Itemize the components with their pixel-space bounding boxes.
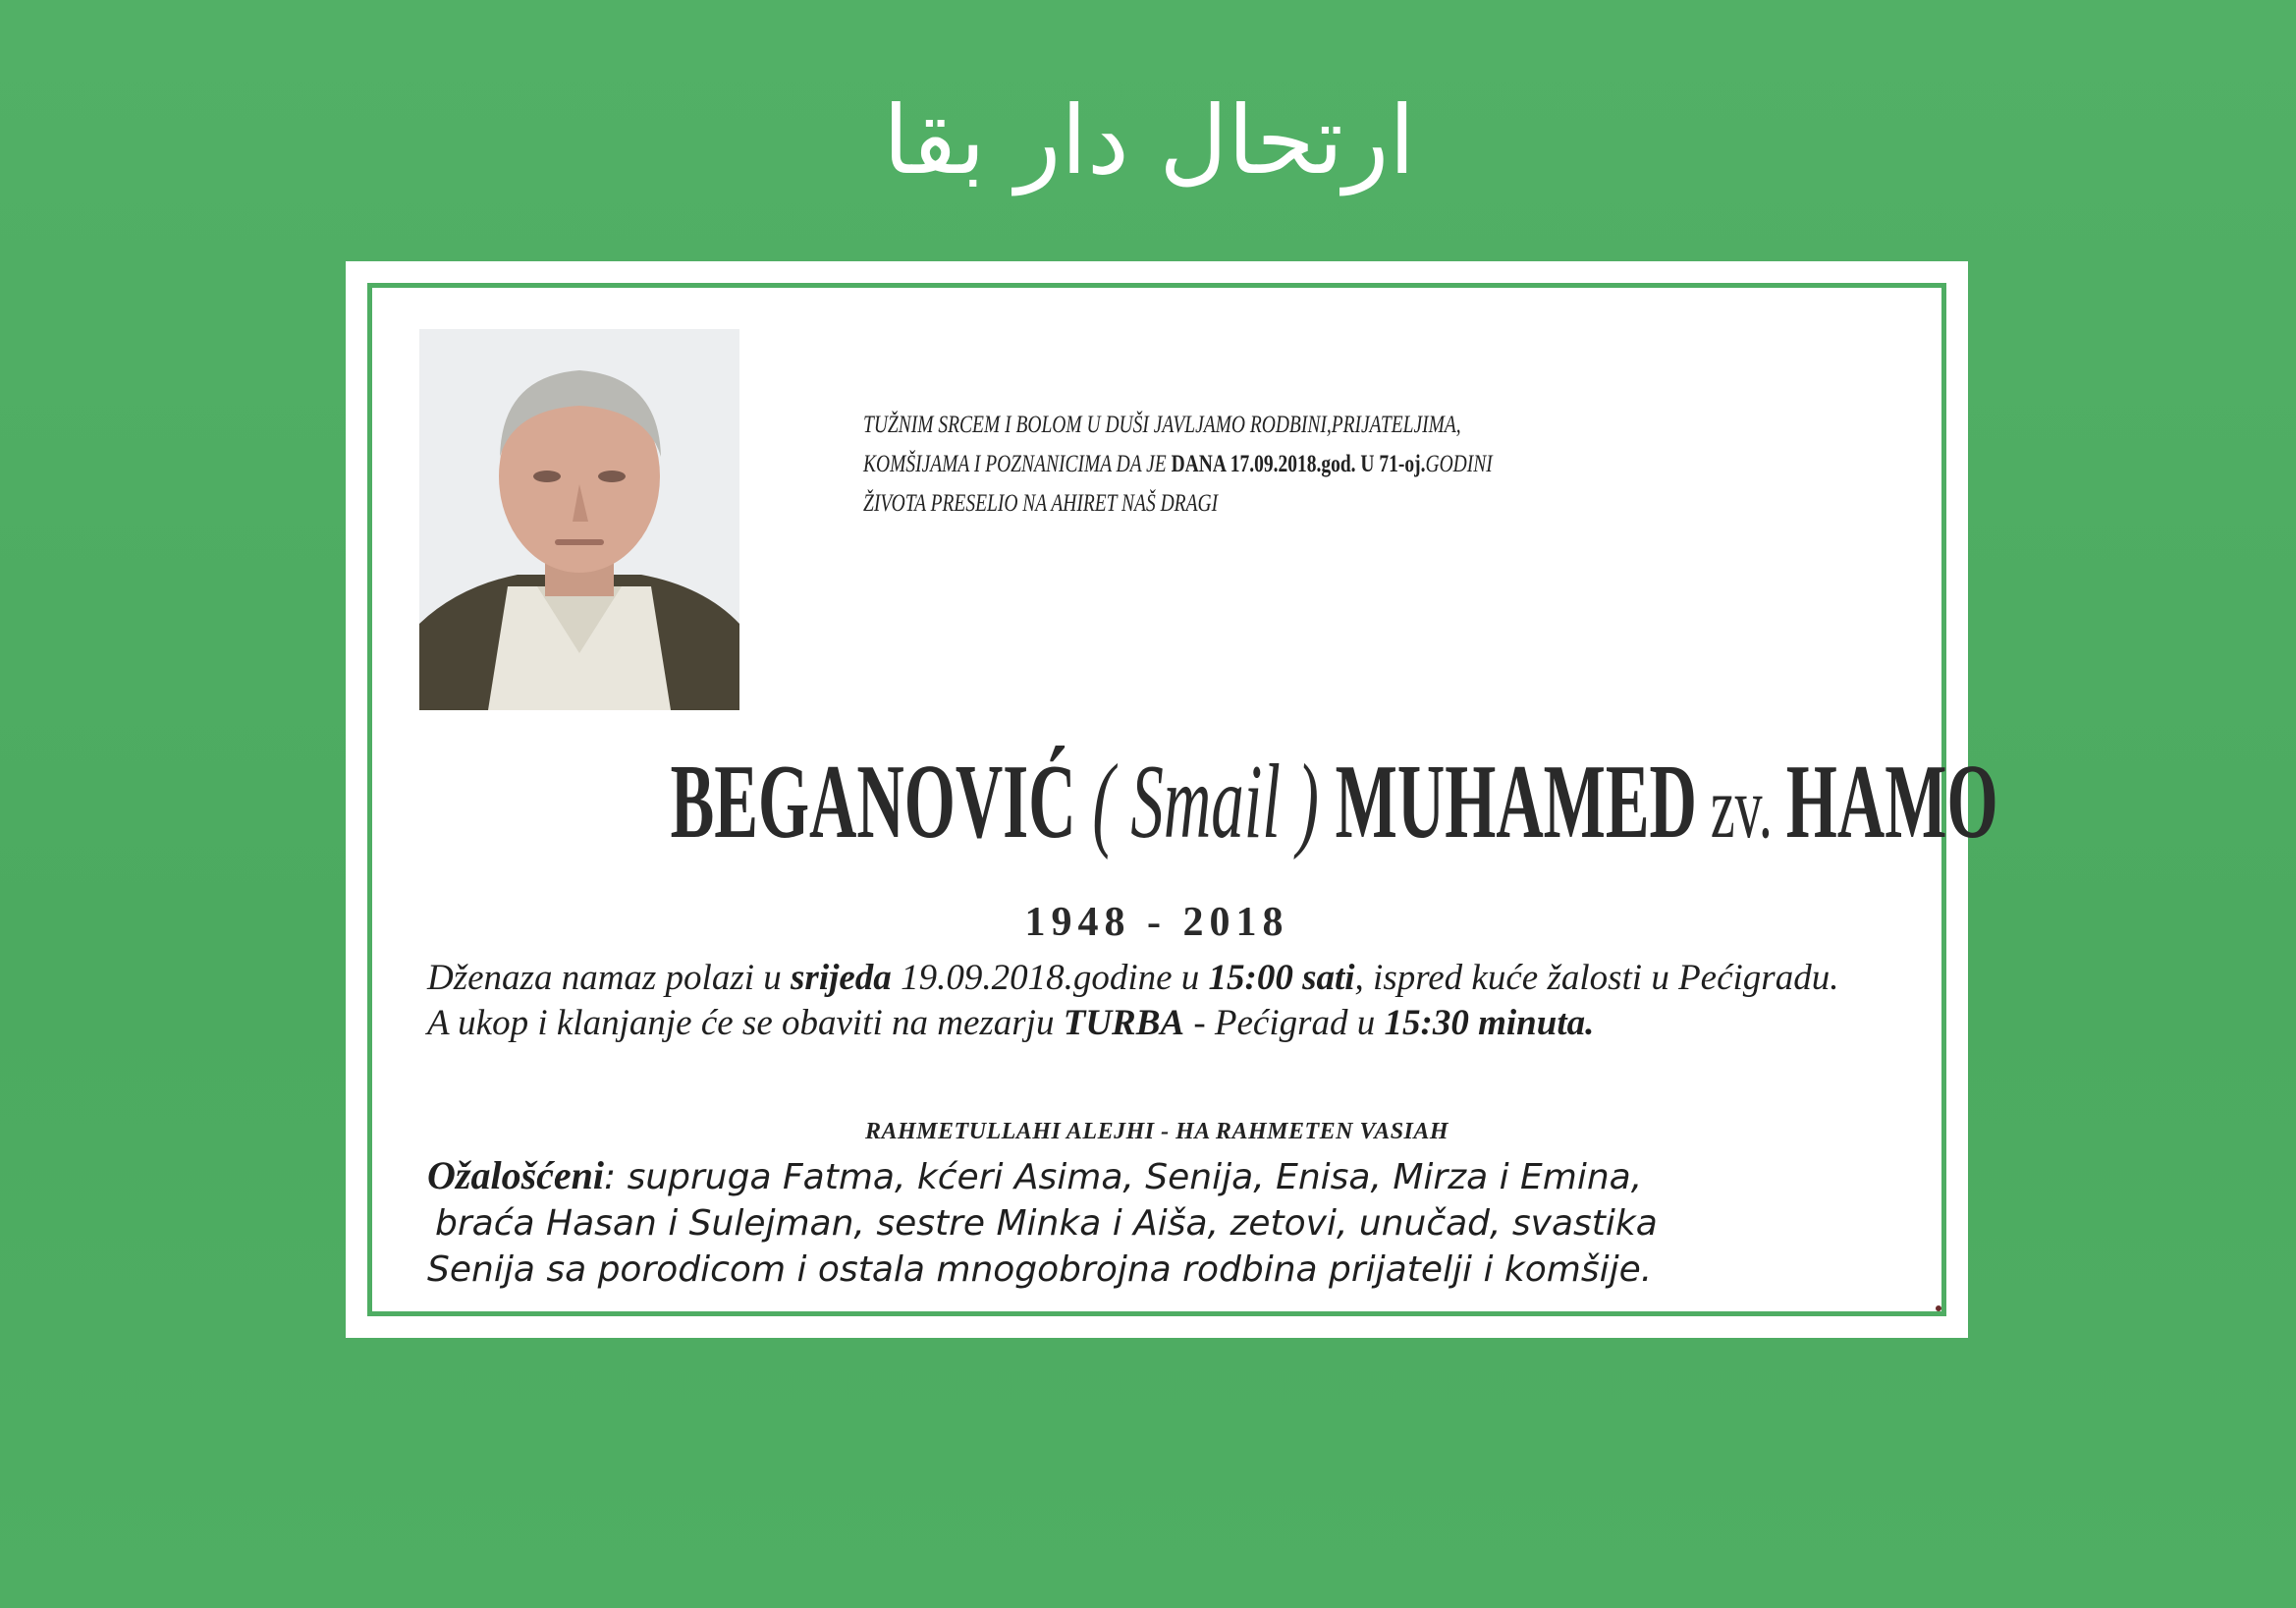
intro-line-3: ŽIVOTA PRESELIO NA AHIRET NAŠ DRAGI xyxy=(863,490,1219,517)
mourners-line-1 xyxy=(427,1152,1959,1200)
burial-info xyxy=(427,1001,1959,1046)
deceased-full-name xyxy=(670,744,1998,867)
life-years: 1948 - 2018 xyxy=(1024,900,1289,945)
janaza-text-3: , ispred kuće žalosti u Pećigradu. xyxy=(1354,958,1839,998)
first-name: MUHAMED xyxy=(1335,744,1697,860)
janaza-time: 15:00 sati xyxy=(1208,958,1355,998)
notice-outer-frame xyxy=(346,261,1998,1338)
janaza-day: srijeda xyxy=(791,958,892,998)
mourners-colon: : xyxy=(604,1157,628,1197)
surname: BEGANOVIĆ xyxy=(670,744,1076,860)
mourners-list xyxy=(427,1152,1959,1293)
mourners-label: Ožalošćeni xyxy=(427,1153,604,1197)
prayer-line: RAHMETULLAHI ALEJHI - HA RAHMETEN VASIAH xyxy=(864,1119,1449,1144)
janaza-text-1: Dženaza namaz polazi u xyxy=(427,958,792,998)
intro-line-2-start: KOMŠIJAMA I POZNANICIMA DA JE xyxy=(863,451,1172,477)
ink-speck xyxy=(1936,1305,1941,1311)
mourners-line-3: Senija sa porodicom i ostala mnogobrojna rodbina prijatelji i komšije. xyxy=(427,1249,1653,1290)
burial-text-1: A ukop i klanjanje će se obaviti na mezarju xyxy=(427,1003,1064,1043)
death-date: DANA 17.09.2018.god. U 71-oj. xyxy=(1171,451,1426,477)
father-name: ( Smail ) xyxy=(1075,744,1336,860)
intro-line-2 xyxy=(863,445,1492,484)
arabic-calligraphy-header: ارتحال دار بقا xyxy=(882,84,1416,195)
burial-text-2: - Pećigrad u xyxy=(1184,1003,1385,1043)
notice-inner-frame xyxy=(367,283,1998,1316)
janaza-text-2: 19.09.2018.godine u xyxy=(891,958,1209,998)
nickname-prefix: zv. xyxy=(1696,759,1786,857)
intro-line-2-end: GODINI xyxy=(1425,451,1493,477)
burial-place: TURBA xyxy=(1063,1003,1185,1043)
deceased-portrait-photo xyxy=(419,329,739,710)
janaza-prayer-info xyxy=(427,956,1959,1001)
mourners-line-2: braća Hasan i Sulejman, sestre Minka i Aiša, zetovi, unučad, svastika xyxy=(435,1203,1658,1244)
funeral-details xyxy=(427,956,1959,1046)
mourners-line-1-text: supruga Fatma, kćeri Asima, Senija, Enisa, Mirza i Emina, xyxy=(627,1157,1643,1197)
nickname: HAMO xyxy=(1785,744,1998,860)
burial-time: 15:30 minuta. xyxy=(1384,1003,1595,1043)
intro-line-1: TUŽNIM SRCEM I BOLOM U DUŠI JAVLJAMO RODBINI,PRIJATELJIMA, xyxy=(863,412,1461,438)
portrait-illustration xyxy=(419,329,739,710)
announcement-intro xyxy=(863,406,1492,524)
